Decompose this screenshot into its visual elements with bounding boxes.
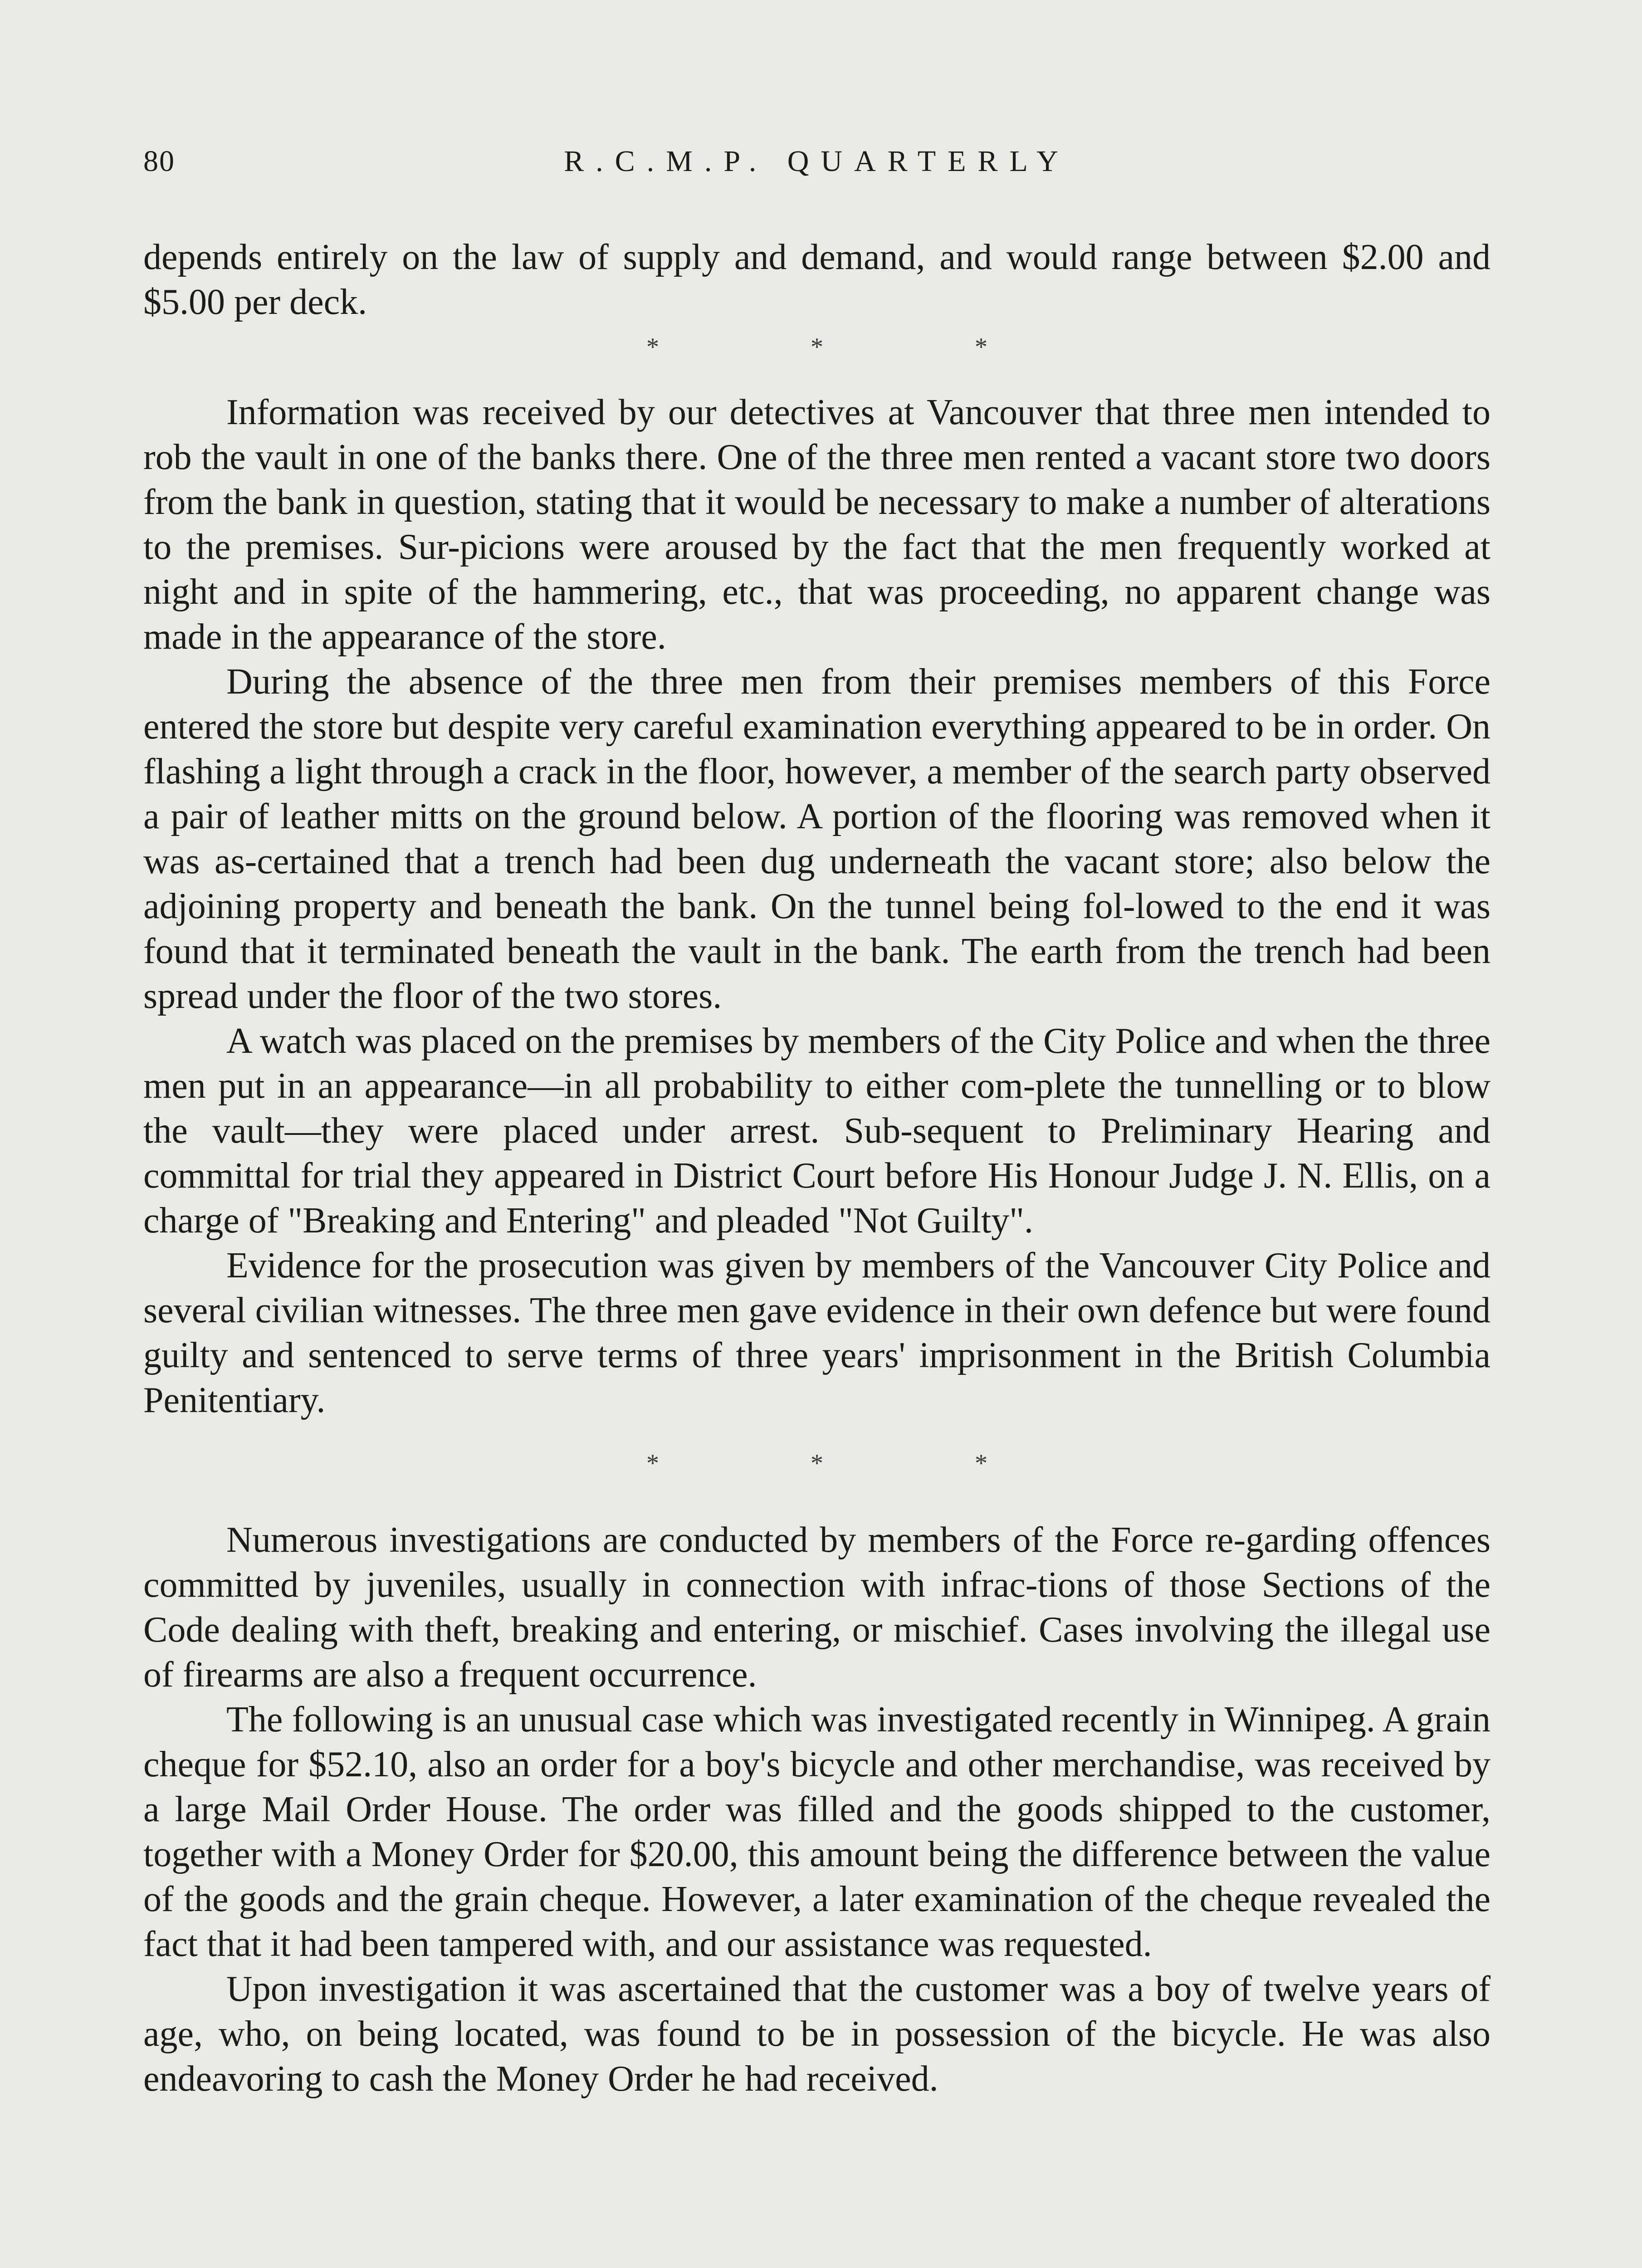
- spacer: [143, 370, 1491, 390]
- article-body: [143, 235, 1491, 2102]
- page-header: [143, 144, 1491, 190]
- paragraph-store-search: During the absence of the three men from their premises members of this Force entered the store but despite very careful examination everything appeared to be in order. On flashing a light through a crack in the floor, however, a member of the search party observed a pair of leather mitts on the ground below. A portion of the flooring was removed when it was as-certained that a trench had been dug underneath the vacant store; also below the adjoining property and beneath the bank. On the tunnel being fol-lowed to the end it was found that it terminated beneath the vault in the bank. The earth from the trench had been spread under the floor of the two stores.: [143, 662, 1491, 1016]
- page-number: 80: [143, 145, 175, 178]
- journal-title: R.C.M.P. QUARTERLY: [564, 145, 1070, 178]
- paragraph-verdict: Evidence for the prosecution was given by members of the Vancouver City Police and several civilian witnesses. The three men gave evidence in their own defence but were found guilty and sentenced to serve terms of three years' imprisonment in the British Columbia Penitentiary.: [143, 1246, 1491, 1420]
- paragraph-winnipeg-case: The following is an unusual case which was investigated recently in Winnipeg. A grain cheque for $52.10, also an order for a boy's bicycle and other merchandise, was received by a large Mail Order House. The order was filled and the goods shipped to the customer, together with a Money Order for $20.00, this amount being the difference between the value of the goods and the grain cheque. However, a later examination of the cheque revealed the fact that it had been tampered with, and our assistance was requested.: [143, 1700, 1491, 1964]
- paragraph-juvenile-investigations: Numerous investigations are conducted by members of the Force re-garding offences committed by juveniles, usually in connection with infrac-tions of those Sections of the Code dealing with theft, breaking and entering, or mischief. Cases involving the illegal use of firearms are also a frequent occurrence.: [143, 1520, 1491, 1695]
- paragraph-vault-robbery-intro: Information was received by our detectives at Vancouver that three men intended to rob the vault in one of the banks there. One of the three men rented a vacant store two doors from the bank in question, stating that it would be necessary to make a number of alterations to the premises. Sur-picions were aroused by the fact that the men frequently worked at night and in spite of the hammering, etc., that was proceeding, no apparent change was made in the appearance of the store.: [143, 392, 1491, 657]
- paragraph-continued: depends entirely on the law of supply and demand, and would range between $2.00 and $5.00 per deck.: [143, 237, 1491, 322]
- section-separator: * * *: [646, 333, 1060, 361]
- section-separator: * * *: [646, 1449, 1060, 1477]
- paragraph-investigation-result: Upon investigation it was ascertained that the customer was a boy of twelve years of age, who, on being located, was found to be in possession of the bicycle. He was also endeavoring to cash the Money Order he had received.: [143, 1969, 1491, 2099]
- paragraph-arrest: A watch was placed on the premises by members of the City Police and when the three men put in an appearance—in all probability to either com-plete the tunnelling or to blow the vault—they were placed under arrest. Sub-sequent to Preliminary Hearing and committal for trial they appeared in District Court before His Honour Judge J. N. Ellis, on a charge of "Breaking and Entering" and pleaded "Not Guilty".: [143, 1021, 1491, 1241]
